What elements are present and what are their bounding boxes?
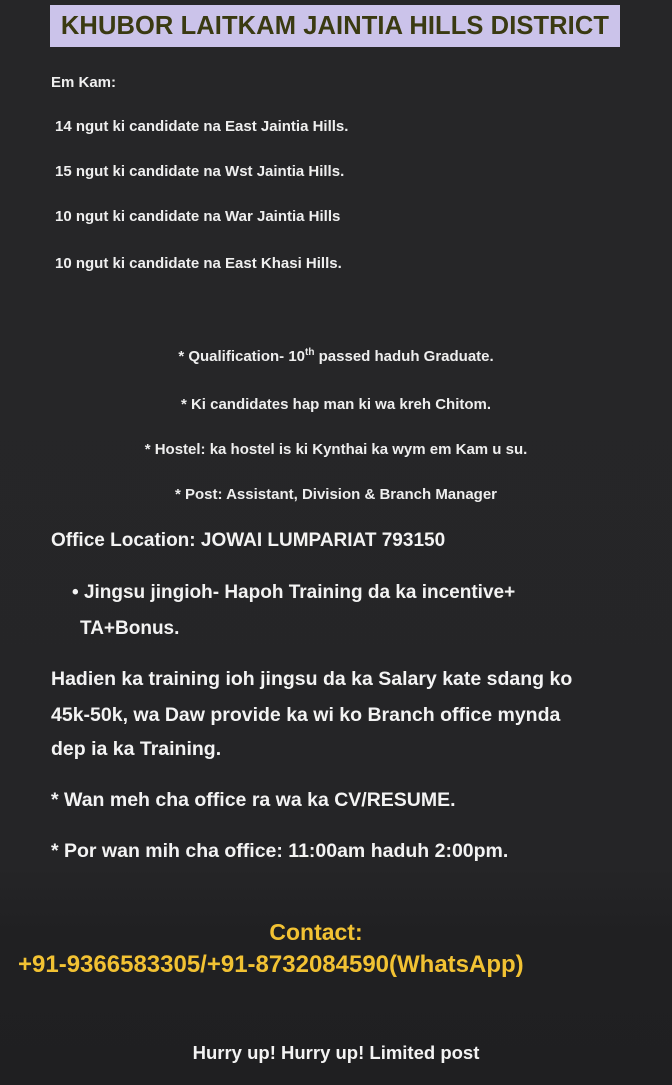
post-line: * Post: Assistant, Division & Branch Manager [174, 486, 498, 503]
office-hours-note: * Por wan mih cha office: 11:00am haduh 2:00pm. [51, 840, 509, 862]
office-location: Office Location: JOWAI LUMPARIAT 793150 [51, 530, 446, 551]
candidate-line-west-jaintia: 15 ngut ki candidate na Wst Jaintia Hills. [55, 163, 345, 180]
contact-label: Contact: [269, 919, 363, 945]
candidate-line-east-jaintia: 14 ngut ki candidate na East Jaintia Hills. [55, 118, 349, 135]
benefits-bullet [72, 582, 515, 604]
cv-note: * Wan meh cha office ra wa ka CV/RESUME. [51, 789, 456, 811]
title-banner [50, 5, 620, 47]
salary-line-2: 45k-50k, wa Daw provide ka wi ko Branch office mynda [51, 704, 561, 726]
footer-text: Hurry up! Hurry up! Limited post [192, 1042, 480, 1063]
hostel-line: * Hostel: ka hostel is ki Kynthai ka wym em Kam u su. [144, 441, 528, 458]
qualification-superscript: th [305, 347, 315, 358]
contact-numbers[interactable]: +91-9366583305/+91-8732084590(WhatsApp) [18, 951, 524, 978]
bullet-dot: • [72, 582, 79, 603]
page-title: KHUBOR LAITKAM JAINTIA HILLS DISTRICT [60, 11, 610, 40]
qualification-suffix: passed haduh Graduate. [314, 348, 494, 365]
candidate-line-east-khasi: 10 ngut ki candidate na East Khasi Hills. [55, 255, 342, 272]
qualification-prefix: * Qualification- 10 [178, 348, 306, 365]
benefits-line-2: TA+Bonus. [80, 618, 180, 639]
salary-line-3: dep ia ka Training. [51, 738, 222, 760]
benefits-line-1: Jingsu jingioh- Hapoh Training da ka incentive+ [83, 582, 516, 603]
candidate-line-war-jaintia: 10 ngut ki candidate na War Jaintia Hills [55, 208, 341, 225]
qualification-line [0, 347, 672, 365]
candidates-note: * Ki candidates hap man ki wa kreh Chitom. [180, 396, 492, 413]
em-kam-heading: Em Kam: [51, 74, 117, 91]
salary-line-1: Hadien ka training ioh jingsu da ka Salary kate sdang ko [51, 668, 573, 690]
